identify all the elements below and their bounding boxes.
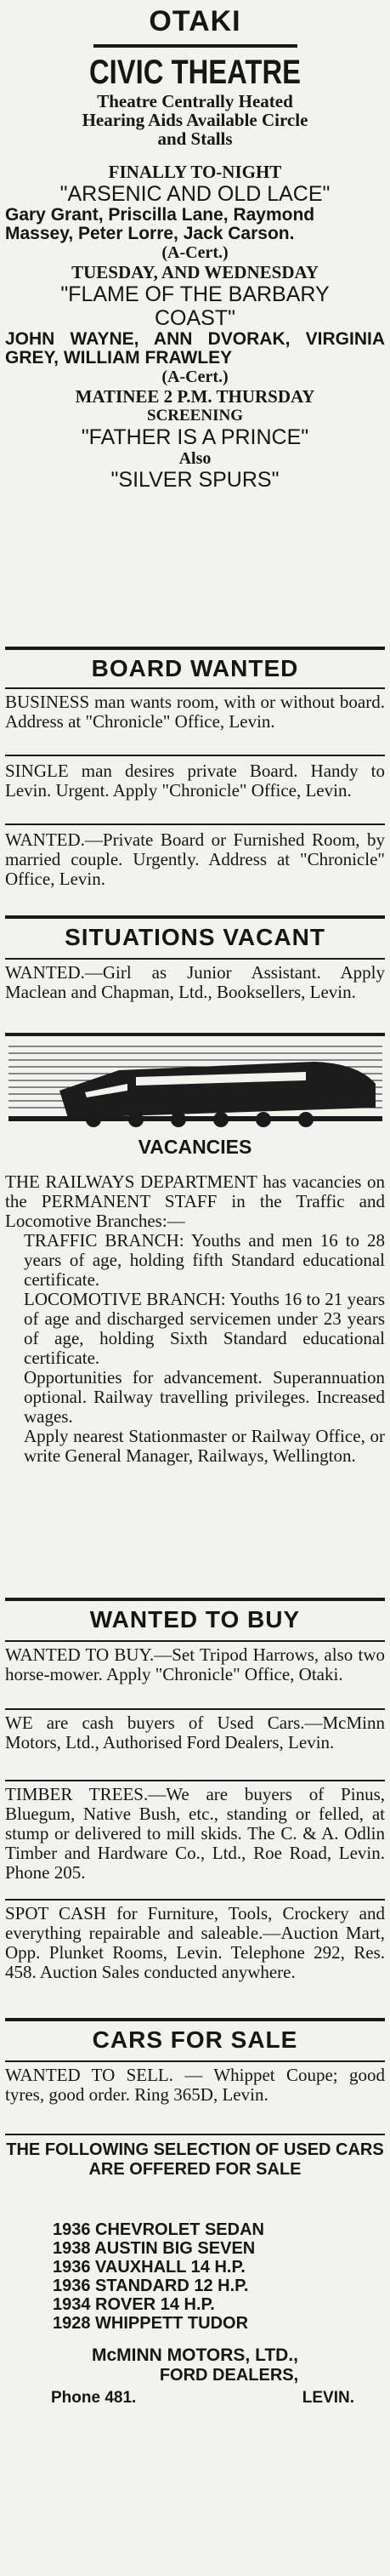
vacancies-para-4: Opportunities for advancement. Superannuation optional. Railway travelling privileges. Increased wages. <box>24 1367 385 1427</box>
train-illustration <box>8 1040 382 1131</box>
vacancies-para-3: LOCOMOTIVE BRANCH: Youths 16 to 21 years of age and discharged servicemen under 23 years of age, holding Sixth Standard educational certificate. <box>24 1289 385 1368</box>
divider <box>5 2134 385 2135</box>
divider <box>5 958 385 960</box>
divider <box>5 687 385 689</box>
theatre-name: CIVIC THEATRE <box>88 54 302 91</box>
divider <box>5 2018 385 2021</box>
divider <box>5 1598 385 1601</box>
divider <box>5 1033 385 1036</box>
theatre-tagline-1: Theatre Centrally Heated <box>97 91 293 111</box>
divider <box>5 1899 385 1901</box>
list-item: 1936 STANDARD 12 H.P. <box>53 2277 249 2295</box>
tuewed-cast: JOHN WAYNE, ANN DVORAK, VIRGINIA GREY, WILLIAM FRAWLEY <box>5 329 385 368</box>
buy-ad-2 <box>5 1713 385 1752</box>
list-item: 1934 ROVER 14 H.P. <box>53 2295 215 2314</box>
matinee-film: "FATHER IS A PRINCE" <box>81 425 309 449</box>
tuewed-film-2: COAST" <box>155 306 235 330</box>
heading-underline <box>93 44 297 48</box>
dealer-phone: Phone 481. <box>51 2389 137 2407</box>
town-label: OTAKI <box>149 5 241 37</box>
list-item: 1936 CHEVROLET SEDAN <box>53 2220 264 2239</box>
divider <box>5 824 385 825</box>
board-ad-3 <box>5 830 385 889</box>
board-ad-1 <box>5 692 385 732</box>
vacancies-para-5: Apply nearest Stationmaster or Railway Office, or write General Manager, Railways, Wellington. <box>24 1426 385 1466</box>
vacancies-ad <box>5 1172 385 1466</box>
dealer-type: FORD DEALERS, <box>159 2366 299 2385</box>
buy-ad-1 <box>5 1645 385 1684</box>
wanted-to-buy-title: WANTED TO BUY <box>89 1606 301 1633</box>
board-ad-2 <box>5 761 385 801</box>
divider <box>5 2060 385 2062</box>
situations-ad-text: WANTED.—Girl as Junior Assistant. Apply Maclean and Chapman, Ltd., Booksellers, Levin. <box>5 962 385 1002</box>
divider <box>5 1780 385 1781</box>
vacancies-para-1: THE RAILWAYS DEPARTMENT has vacancies on the PERMANENT STAFF in the Traffic and Locomotive Branches:— <box>5 1171 385 1231</box>
town-heading <box>5 5 385 38</box>
divider <box>5 1640 385 1642</box>
dealer-name: McMINN MOTORS, LTD., <box>91 2345 299 2365</box>
buy-ad-1-text: WANTED TO BUY.—Set Tripod Harrows, also two horse-mower. Apply "Chronicle" Office, Otaki. <box>5 1644 385 1684</box>
matinee-label: MATINEE 2 P.M. THURSDAY <box>75 386 315 407</box>
tuewed-film-1: "FLAME OF THE BARBARY <box>60 282 330 306</box>
theatre-tagline-3: and Stalls <box>157 128 233 149</box>
tuewed-cert: (A-Cert.) <box>161 368 229 386</box>
cars-for-sale-title: CARS FOR SALE <box>92 2026 298 2053</box>
board-ad-3-text: WANTED.—Private Board or Furnished Room, by married couple. Urgently. Address at "Chronicle" Office, Levin. <box>5 829 385 889</box>
car-list <box>53 2220 376 2333</box>
board-wanted-title: BOARD WANTED <box>91 655 299 681</box>
locomotive-icon <box>8 1040 382 1131</box>
dealer-block <box>5 2345 385 2385</box>
board-ad-1-text: BUSINESS man wants room, with or without board. Address at "Chronicle" Office, Levin. <box>5 692 385 732</box>
board-wanted-heading <box>5 655 385 682</box>
divider <box>5 915 385 919</box>
also-label: Also <box>178 449 212 468</box>
buy-ad-2-text: WE are cash buyers of Used Cars.—McMinn Motors, Ltd., Authorised Ford Dealers, Levin. <box>5 1713 385 1752</box>
tonight-cast: Gary Grant, Priscilla Lane, Raymond Massey, Peter Lorre, Jack Carson. <box>5 205 315 243</box>
list-item: 1936 VAUXHALL 14 H.P. <box>53 2258 246 2277</box>
tuewed-label: TUESDAY, AND WEDNESDAY <box>71 262 319 282</box>
buy-ad-4 <box>5 1904 385 1982</box>
buy-ad-3 <box>5 1785 385 1883</box>
vacancies-heading <box>5 1136 385 1159</box>
list-item: 1928 WHIPPETT TUDOR <box>53 2314 249 2333</box>
sell-ad <box>5 2066 385 2105</box>
used-cars-heading: THE FOLLOWING SELECTION OF USED CARS ARE OFFERED FOR SALE <box>6 2140 384 2179</box>
board-ad-2-text: SINGLE man desires private Board. Handy to Levin. Urgent. Apply "Chronicle" Office, Levin. <box>5 761 385 801</box>
also-film: "SILVER SPURS" <box>110 468 280 492</box>
buy-ad-3-text: TIMBER TREES.—We are buyers of Pinus, Bluegum, Native Bush, etc., standing or felled, at stump or delivered to mill skids. The C. & A. Odlin Timber and Hardware Co., Ltd., Roe Road, Levin. Phone 205. <box>5 1784 385 1883</box>
list-item: 1938 AUSTIN BIG SEVEN <box>53 2239 256 2258</box>
used-cars-ad <box>5 2140 385 2180</box>
vacancies-para-2: TRAFFIC BRANCH: Youths and men 16 to 28 years of age, holding fifth Standard educational certificate. <box>24 1230 385 1290</box>
tonight-film: "ARSENIC AND OLD LACE" <box>59 182 331 206</box>
dealer-town: LEVIN. <box>302 2389 354 2407</box>
screening-label: SCREENING <box>147 407 243 425</box>
situations-vacant-heading <box>5 924 385 951</box>
tonight-label: FINALLY TO-NIGHT <box>108 162 282 182</box>
wanted-to-buy-heading <box>5 1606 385 1633</box>
vacancies-title: VACANCIES <box>138 1136 252 1158</box>
situations-vacant-title: SITUATIONS VACANT <box>65 924 325 950</box>
theatre-tagline-2: Hearing Aids Available Circle <box>82 110 308 130</box>
theatre-ad <box>5 53 385 492</box>
tonight-cert: (A-Cert.) <box>161 243 229 262</box>
divider <box>5 647 385 650</box>
cars-for-sale-heading <box>5 2026 385 2054</box>
buy-ad-4-text: SPOT CASH for Furniture, Tools, Crockery and everything repairable and saleable.—Auction Mart, Opp. Plunket Rooms, Levin. Telephone 292, Res. 458. Auction Sales conducted anywhere. <box>5 1903 385 1982</box>
situations-ad <box>5 963 385 1002</box>
sell-ad-text: WANTED TO SELL. — Whippet Coupe; good tyres, good order. Ring 365D, Levin. <box>5 2065 385 2105</box>
divider <box>5 755 385 756</box>
divider <box>5 1708 385 1710</box>
